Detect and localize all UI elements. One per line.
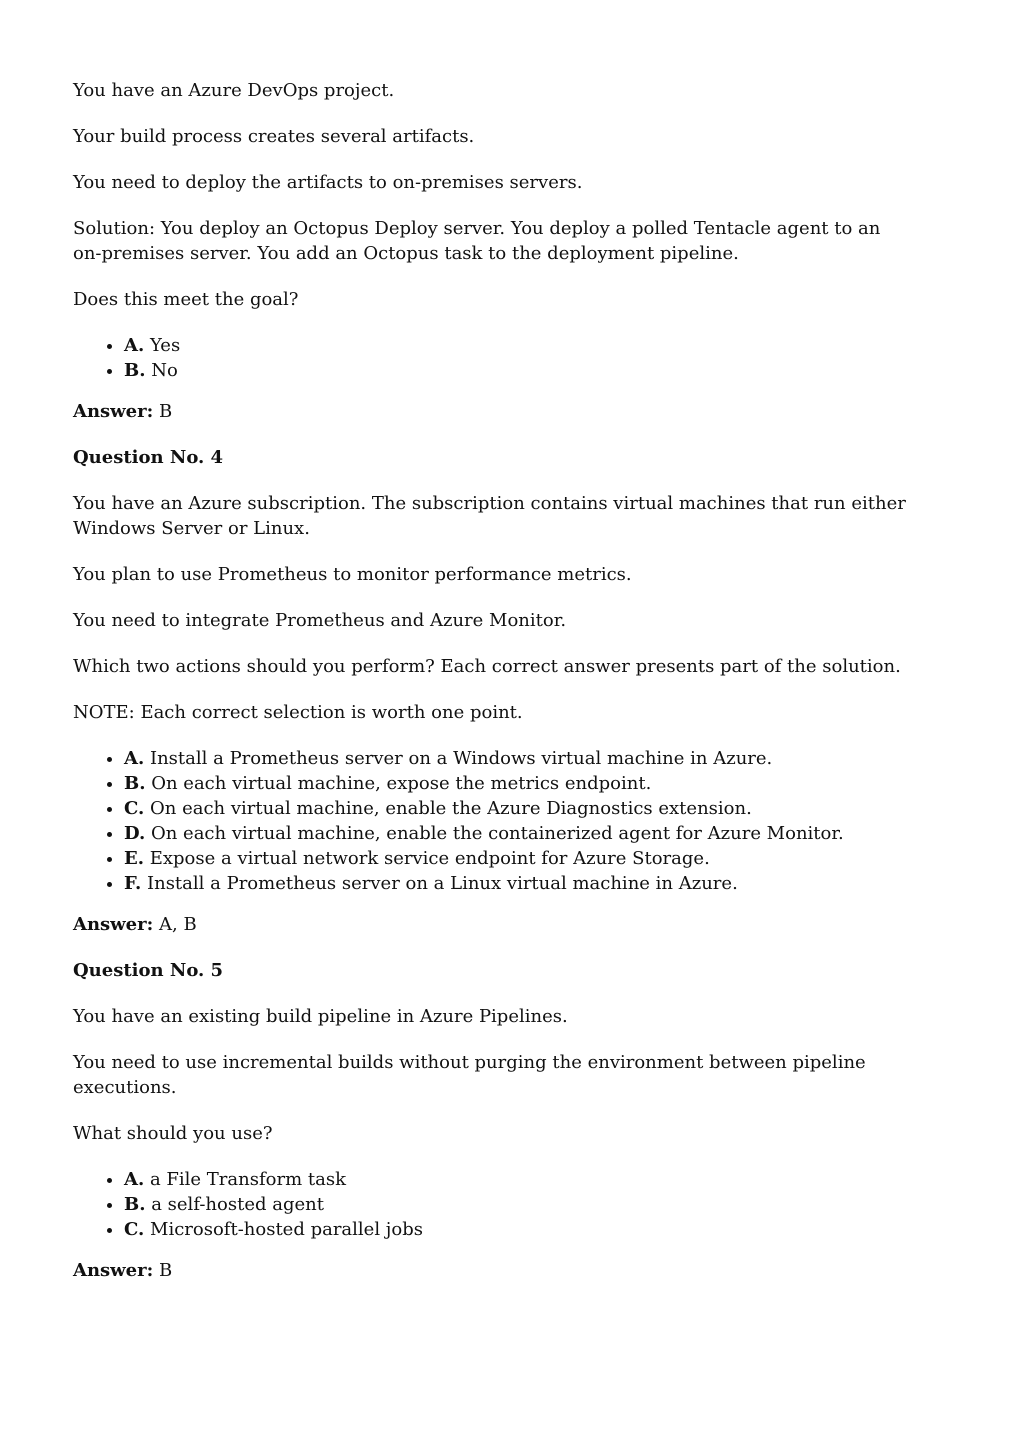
q4-option-c [124,796,951,821]
q5-paragraph: You need to use incremental builds without purging the environment between pipeline executions. [73,1052,866,1098]
q4-option-a [124,746,951,771]
q3-answer [73,399,951,424]
answer-value: A, B [159,914,197,935]
option-letter: B. [124,360,146,381]
answer-label: Answer: [73,1260,154,1281]
option-letter: F. [124,873,142,894]
option-letter: B. [124,1194,146,1215]
q5-option-b [124,1192,951,1217]
option-text: a File Transform task [149,1169,346,1190]
q4-paragraph: You have an Azure subscription. The subscription contains virtual machines that run either Windows Server or Linux. [73,493,906,539]
q5-options-list [73,1167,951,1242]
q4-paragraph: Which two actions should you perform? Each correct answer presents part of the solution. [73,656,901,677]
q4-options-list [73,746,951,896]
option-text: Install a Prometheus server on a Windows virtual machine in Azure. [149,748,773,769]
q5-paragraph: You have an existing build pipeline in Azure Pipelines. [73,1006,568,1027]
option-letter: B. [124,773,146,794]
question-5 [73,958,951,1283]
q4-option-f [124,871,951,896]
q4-option-b [124,771,951,796]
q5-option-a [124,1167,951,1192]
option-letter: D. [124,823,146,844]
answer-value: B [159,401,173,422]
option-letter: A. [124,335,145,356]
option-text: a self-hosted agent [151,1194,324,1215]
q3-options-list [73,333,951,383]
question-4 [73,445,951,937]
answer-label: Answer: [73,914,154,935]
q3-solution-paragraph: Solution: You deploy an Octopus Deploy server. You deploy a polled Tentacle agent to an on-premises server. You add an Octopus task to the deployment pipeline. [73,218,881,264]
option-text: Yes [149,335,181,356]
option-letter: C. [124,798,145,819]
question-heading: Question No. 5 [73,960,224,981]
option-letter: E. [124,848,144,869]
q4-paragraph: You need to integrate Prometheus and Azure Monitor. [73,610,567,631]
q3-option-b [124,358,951,383]
question-3 [73,78,951,424]
option-letter: A. [124,748,145,769]
option-text: Microsoft-hosted parallel jobs [150,1219,423,1240]
option-letter: A. [124,1169,145,1190]
q4-paragraph: You plan to use Prometheus to monitor performance metrics. [73,564,632,585]
answer-label: Answer: [73,401,154,422]
q4-option-e [124,846,951,871]
q3-option-a [124,333,951,358]
q3-paragraph: You need to deploy the artifacts to on-premises servers. [73,172,583,193]
q4-option-d [124,821,951,846]
option-text: No [151,360,178,381]
q4-note: NOTE: Each correct selection is worth one point. [73,702,523,723]
q3-paragraph: Your build process creates several artifacts. [73,126,475,147]
option-text: On each virtual machine, expose the metrics endpoint. [151,773,652,794]
answer-value: B [159,1260,173,1281]
q3-paragraph: Does this meet the goal? [73,289,299,310]
option-text: On each virtual machine, enable the Azure Diagnostics extension. [150,798,752,819]
question-heading: Question No. 4 [73,447,224,468]
q3-paragraph: You have an Azure DevOps project. [73,80,395,101]
q5-option-c [124,1217,951,1242]
q5-answer [73,1258,951,1283]
q4-answer [73,912,951,937]
option-text: Install a Prometheus server on a Linux virtual machine in Azure. [146,873,738,894]
option-letter: C. [124,1219,145,1240]
option-text: Expose a virtual network service endpoint for Azure Storage. [149,848,710,869]
q5-paragraph: What should you use? [73,1123,273,1144]
option-text: On each virtual machine, enable the containerized agent for Azure Monitor. [150,823,844,844]
